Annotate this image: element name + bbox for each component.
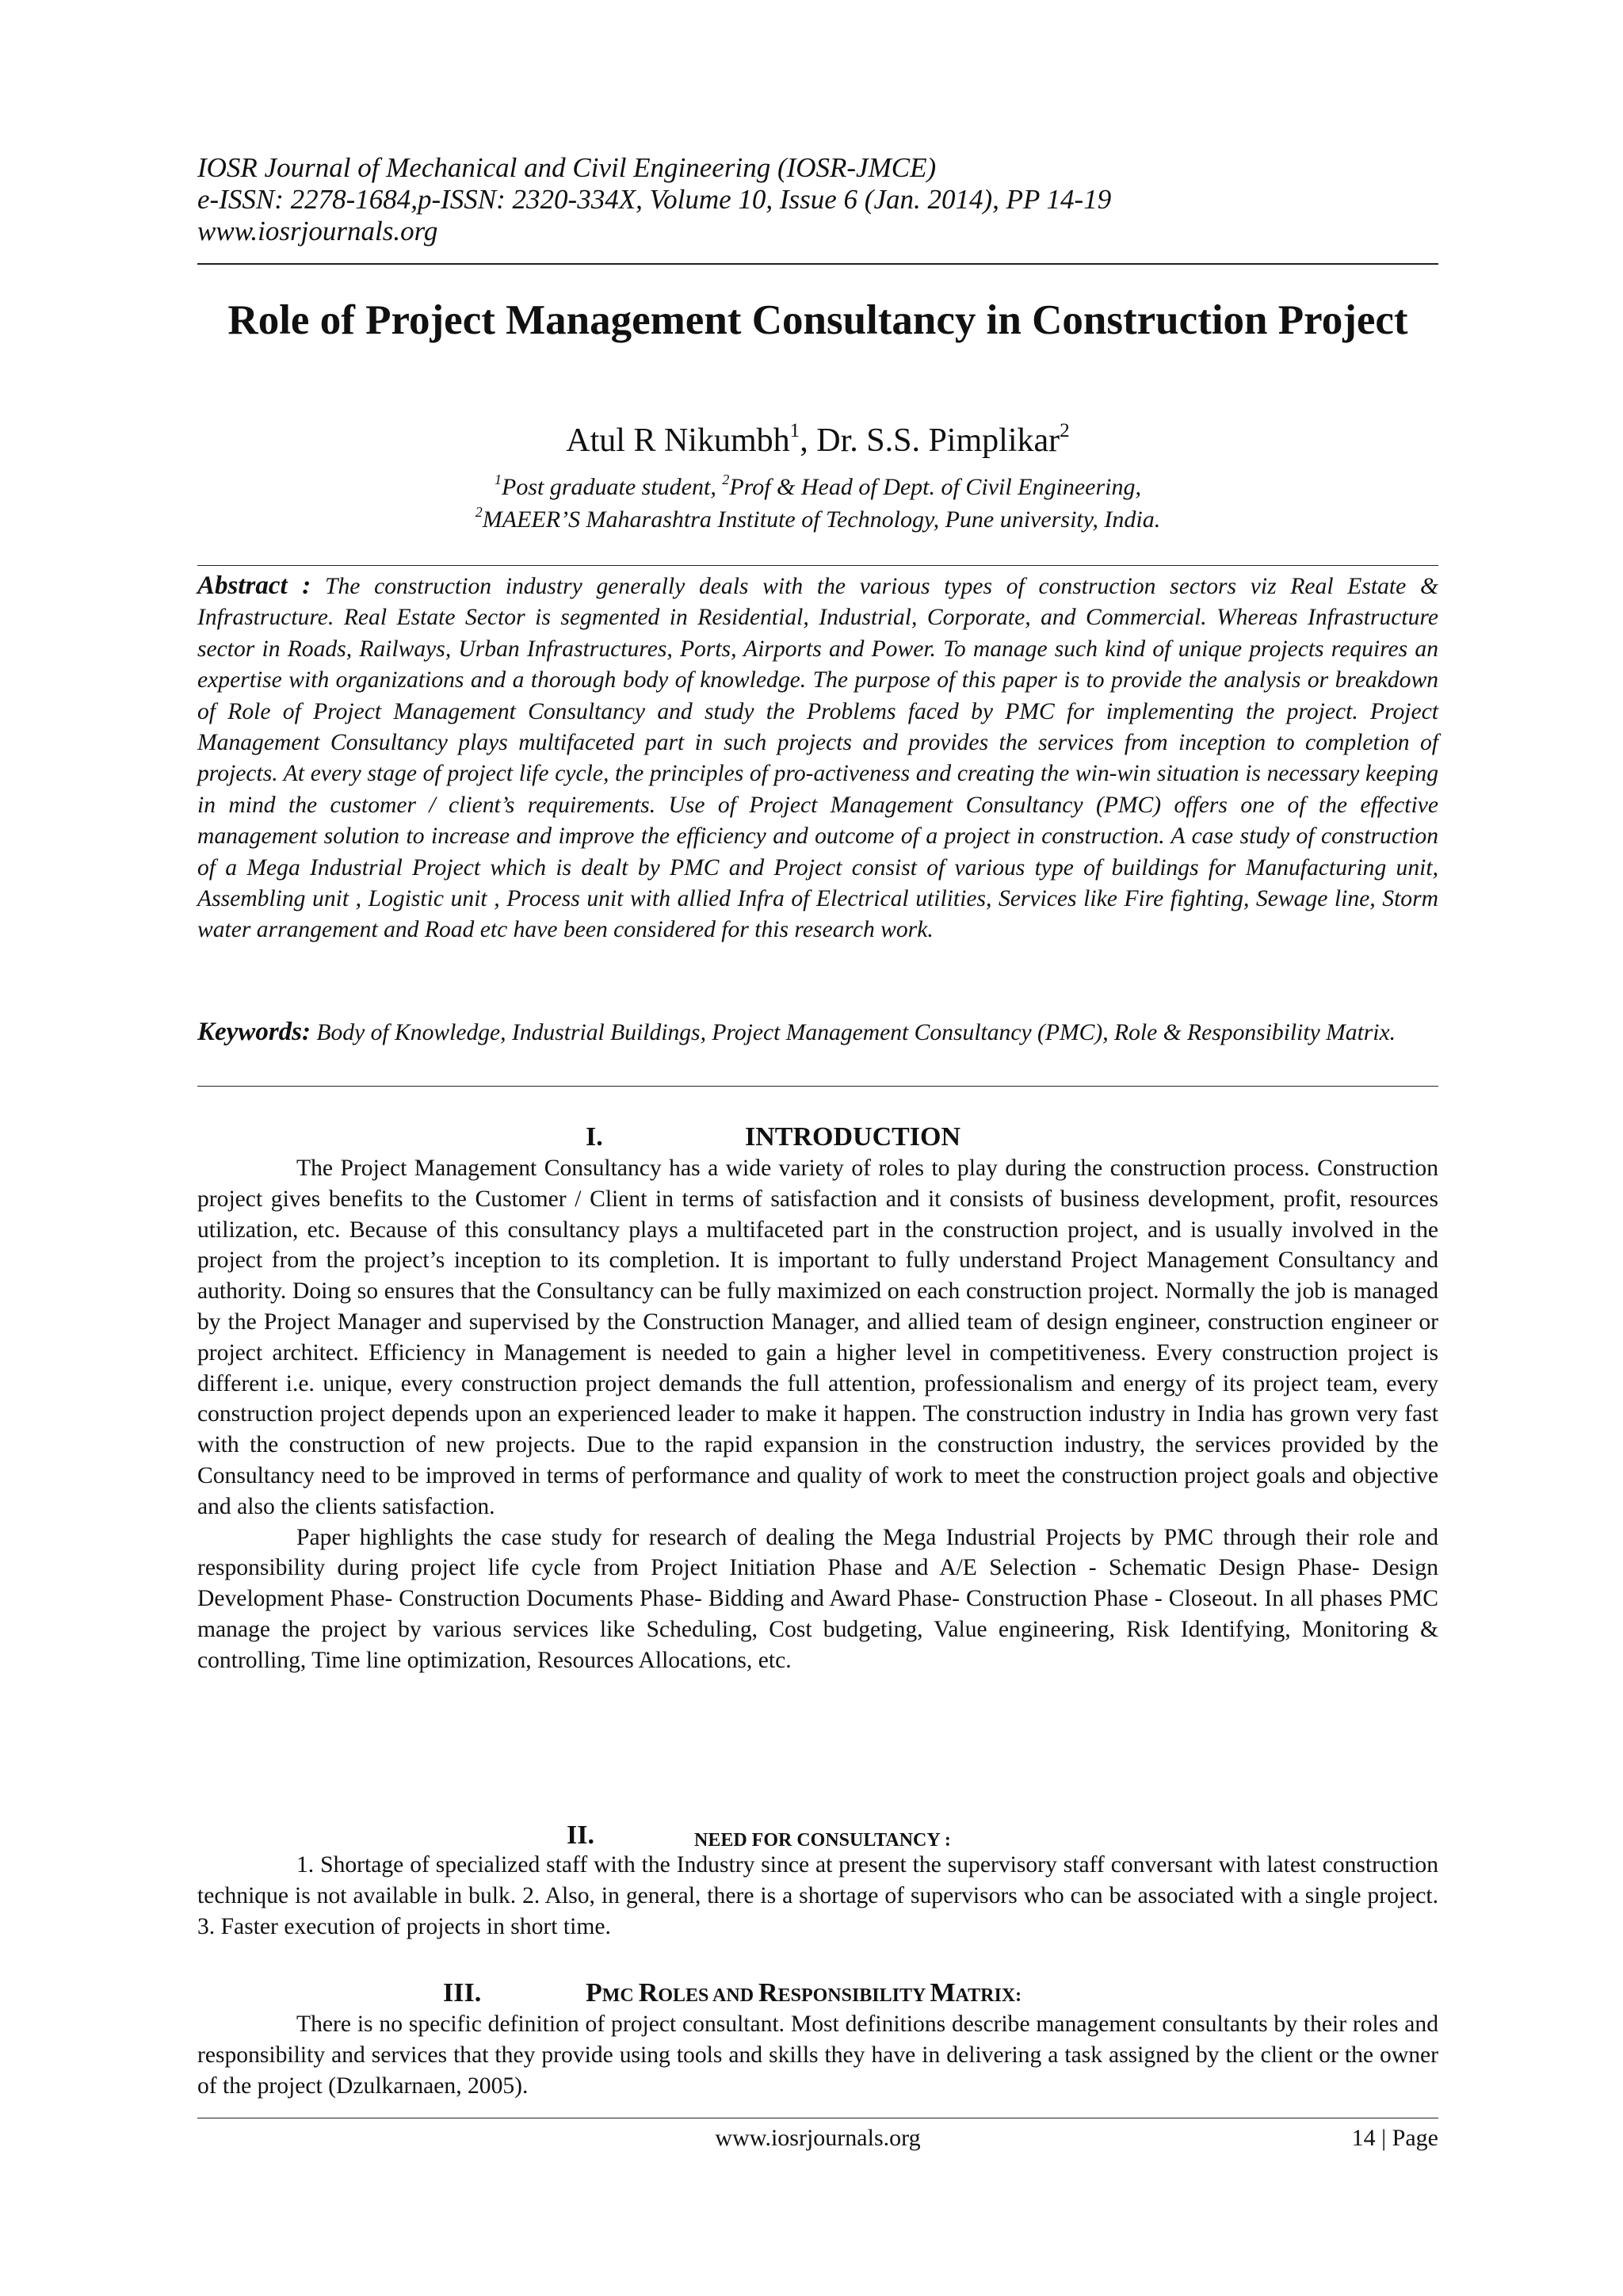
author-1: Atul R Nikumbh	[566, 422, 790, 459]
keywords-text: Body of Knowledge, Industrial Buildings, Project Management Consultancy (PMC), Role & Responsibility Matrix.	[316, 1020, 1396, 1045]
aff-1-text-2: Prof & Head of Dept. of Civil Engineering,	[729, 474, 1141, 500]
journal-website: www.iosrjournals.org	[197, 216, 438, 246]
s3-title-part: ESPONSIBILITY	[777, 1985, 930, 2006]
section-1-title: INTRODUCTION	[745, 1122, 961, 1152]
abstract-top-rule	[197, 565, 1438, 566]
abstract	[197, 571, 1438, 946]
aff-2-mark: 2	[475, 504, 483, 521]
abstract-label: Abstract :	[197, 571, 311, 600]
journal-name: IOSR Journal of Mechanical and Civil Engineering (IOSR-JMCE)	[197, 152, 937, 183]
section-1-paragraph-2: Paper highlights the case study for research of dealing the Mega Industrial Projects by PMC through their role and responsibility during project life cycle from Project Initiation Phase and A/E Selection - Schematic Design Phase- Design Development Phase- Construction Documents Phase- Bidding and Award Phase- Construction Phase - Closeout. In all phases PMC manage the project by various services like Scheduling, Cost budgeting, Value engineering, Risk Identifying, Monitoring & controlling, Time line optimization, Resources Allocations, etc.	[197, 1524, 1438, 1673]
s3-title-part: P	[586, 1978, 602, 2008]
page-number: 14 | Page	[1351, 2125, 1438, 2151]
author-2-mark: 2	[1060, 420, 1070, 442]
s3-title-part: MC	[601, 1985, 639, 2006]
aff-2-text: MAEER’S Maharashtra Institute of Technology, Pune university, India.	[482, 506, 1161, 533]
issn-line: e-ISSN: 2278-1684,p-ISSN: 2320-334X, Volume 10, Issue 6 (Jan. 2014), PP 14-19	[197, 184, 1112, 215]
author-separator: ,	[800, 422, 817, 459]
keywords-label: Keywords:	[197, 1018, 311, 1046]
aff-1-text: Post graduate student,	[502, 474, 723, 500]
affiliation-1	[197, 472, 1438, 502]
section-3-number: III.	[443, 1978, 482, 2008]
s3-title-part: ATRIX:	[955, 1985, 1022, 2006]
section-3-paragraph-1: There is no specific definition of project consultant. Most definitions describe management consultants by their roles and responsibility and services that they provide using tools and skills they have in delivering a task assigned by the client or the owner of the project (Dzulkarnaen, 2005).	[197, 2011, 1438, 2099]
section-1-paragraph-1: The Project Management Consultancy has a wide variety of roles to play during the construction process. Construction project gives benefits to the Customer / Client in terms of satisfaction and it consists of business development, profit, resources utilization, etc. Because of this consultancy plays a multifaceted part in the construction project, and is usually involved in the project from the project’s inception to its completion. It is important to fully understand Project Management Consultancy and authority. Doing so ensures that the Consultancy can be fully maximized on each construction project. Normally the job is managed by the Project Manager and supervised by the Construction Manager, and allied team of design engineer, construction engineer or project architect. Efficiency in Management is needed to gain a higher level in competitiveness. Every construction project is different i.e. unique, every construction project demands the full attention, professionalism and energy of its project team, every construction project depends upon an experienced leader to make it happen. The construction industry in India has grown very fast with the construction of new projects. Due to the rapid expansion in the construction industry, the services provided by the Consultancy need to be improved in terms of performance and quality of work to meet the construction project goals and objective and also the clients satisfaction.	[197, 1156, 1438, 1519]
section-3-body	[197, 2009, 1438, 2101]
s3-title-part: R	[638, 1978, 659, 2008]
section-2-title: NEED FOR CONSULTANCY :	[694, 1830, 951, 1851]
abstract-bottom-rule	[197, 1086, 1438, 1087]
footer-website: www.iosrjournals.org	[715, 2125, 921, 2151]
s3-title-part: M	[930, 1978, 956, 2008]
section-1-number: I.	[586, 1122, 603, 1152]
section-3-title	[586, 1977, 1022, 2011]
keywords	[197, 1017, 1438, 1049]
aff-1-mark: 1	[495, 472, 502, 488]
aff-1-mark-2: 2	[722, 472, 730, 488]
author-line	[197, 420, 1438, 461]
abstract-text: The construction industry generally deals with the various types of construction sectors viz Real Estate & Infrastructure. Real Estate Sector is segmented in Residential, Industrial, Corporate, and Commercial. Whereas Infrastructure sector in Roads, Railways, Urban Infrastructures, Ports, Airports and Power. To manage such kind of unique projects requires an expertise with organizations and a thorough body of knowledge. The purpose of this paper is to provide the analysis or breakdown of Role of Project Management Consultancy and study the Problems faced by PMC for implementing the project. Project Management Consultancy plays multifaceted part in such projects and provides the services from inception to completion of projects. At every stage of project life cycle, the principles of pro-activeness and creating the win-win situation is necessary keeping in mind the customer / client’s requirements. Use of Project Management Consultancy (PMC) offers one of the effective management solution to increase and improve the efficiency and outcome of a project in construction. A case study of construction of a Mega Industrial Project which is dealt by PMC and Project consist of various type of buildings for Manufacturing unit, Assembling unit , Logistic unit , Process unit with allied Infra of Electrical utilities, Services like Fire fighting, Sewage line, Storm water arrangement and Road etc have been considered for this research work.	[197, 574, 1439, 943]
section-2-paragraph-1: 1. Shortage of specialized staff with the Industry since at present the supervisory staff conversant with latest construction technique is not available in bulk. 2. Also, in general, there is a shortage of supervisors who can be associated with a single project. 3. Faster execution of projects in short time.	[197, 1852, 1438, 1939]
header-rule	[197, 263, 1438, 265]
affiliation-2	[197, 505, 1438, 535]
section-2-body	[197, 1850, 1438, 1942]
s3-title-part: R	[758, 1978, 778, 2008]
paper-title: Role of Project Management Consultancy in Construction Project	[227, 297, 1408, 343]
author-2: Dr. S.S. Pimplikar	[816, 422, 1060, 459]
s3-title-part: OLES AND	[658, 1985, 759, 2006]
section-2-number: II.	[567, 1820, 594, 1850]
section-1-body	[197, 1153, 1438, 1676]
journal-header	[197, 152, 1438, 247]
author-1-mark: 1	[789, 420, 800, 442]
